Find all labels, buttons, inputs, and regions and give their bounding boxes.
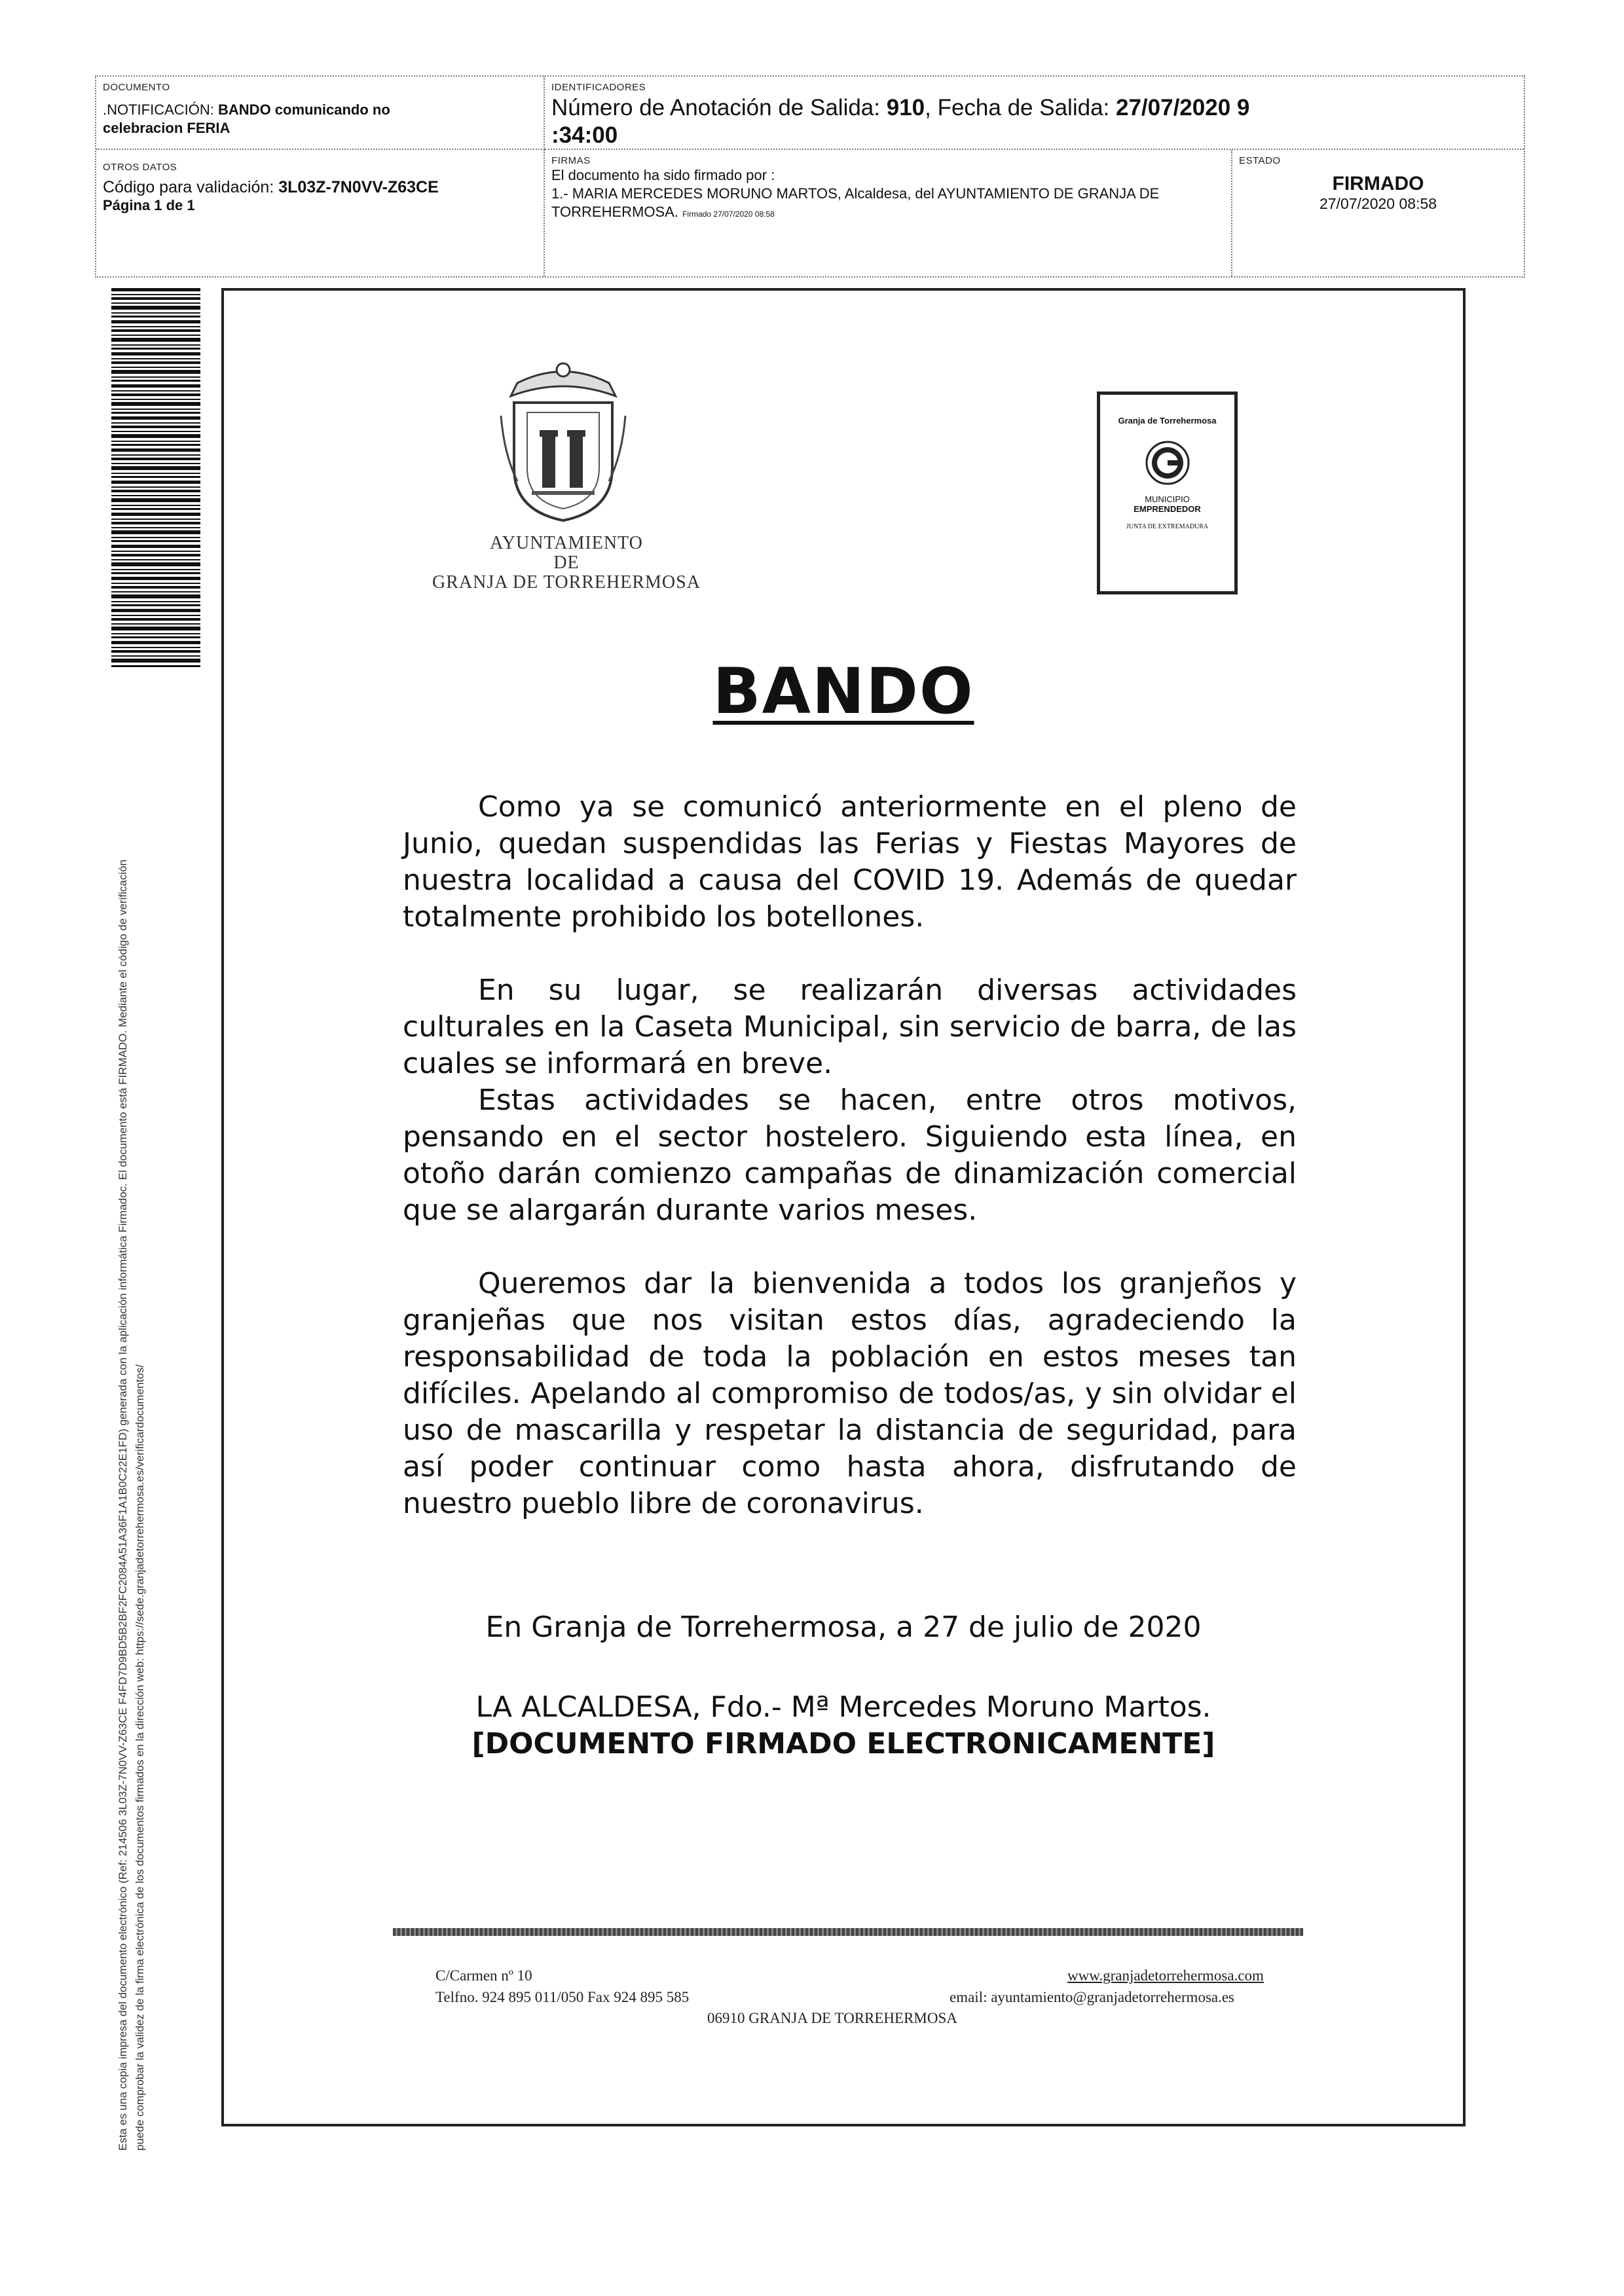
documento-value — [103, 101, 443, 137]
documento-cell — [96, 77, 545, 150]
paragraph-1: Como ya se comunicó anteriormente en el pleno de Junio, quedan suspendidas las Ferias y Fiestas Mayores de nuestra localidad a causa del COVID 19. Además de quedar totalmente prohibido los botellones. — [403, 790, 1297, 934]
signature-line: LA ALCALDESA, Fdo.- Mª Mercedes Moruno Martos. — [475, 1690, 1211, 1724]
footer-address: C/Carmen nº 10 — [435, 1967, 532, 1984]
fecha-time-value: :34:00 — [551, 122, 618, 148]
footer-phone: Telfno. 924 895 011/050 Fax 924 895 585 — [435, 1989, 690, 2005]
signed-electronically-note: [DOCUMENTO FIRMADO ELECTRONICAMENTE] — [471, 1727, 1215, 1760]
footer-web-link[interactable]: www.granjadetorrehermosa.com — [1067, 1967, 1264, 1984]
firmas-label: FIRMAS — [551, 155, 591, 166]
crest-line1: AYUNTAMIENTO — [490, 533, 643, 553]
firmas-cell — [545, 150, 1232, 276]
coat-of-arms-icon — [491, 357, 635, 534]
page-title: BANDO — [712, 655, 974, 728]
badge-line2: EMPRENDEDOR — [1134, 504, 1201, 514]
side-text-line1: Esta es una copia impresa del documento electrónico (Ref: 214506 3L03Z-7N0VV-Z63CE F4FD7D9BD5B2BF2FC2084A51A36F1A1B0C22E1FD) generada con la aplicación informática Firmadoc. El documento está FIRMADO. Mediante el código de verificación — [117, 859, 129, 2151]
estado-label: ESTADO — [1239, 155, 1281, 166]
ayuntamiento-name — [406, 534, 727, 592]
otros-datos-label: OTROS DATOS — [103, 162, 177, 173]
estado-cell — [1232, 150, 1524, 276]
footer-email[interactable]: email: ayuntamiento@granjadetorrehermosa.es — [950, 1989, 1235, 2005]
footer-postal: 06910 GRANJA DE TORREHERMOSA — [707, 2010, 957, 2026]
crest-line2: DE — [553, 553, 580, 573]
municipio-emprendedor-badge — [1097, 392, 1238, 594]
codigo-value: 3L03Z-7N0VV-Z63CE — [278, 178, 439, 196]
firmas-line3-text: TORREHERMOSA. — [551, 204, 678, 220]
documento-title: BANDO comunicando no celebracion FERIA — [103, 101, 390, 136]
anotacion-line — [551, 93, 1517, 123]
codigo-prefix: Código para validación: — [103, 178, 274, 196]
anotacion-number: 910 — [886, 95, 925, 120]
verification-side-text — [115, 645, 149, 2151]
firmas-line1: El documento ha sido firmado por : — [551, 167, 775, 183]
estado-value: FIRMADO — [1332, 173, 1424, 194]
badge-line1: MUNICIPIO — [1145, 494, 1190, 504]
firmas-line3 — [551, 203, 1225, 223]
badge-footer: JUNTA DE EXTREMADURA — [1126, 523, 1209, 530]
firmas-timestamp: Firmado 27/07/2020 08:58 — [682, 210, 775, 219]
codigo-validacion — [103, 178, 537, 196]
identificadores-cell — [545, 77, 1524, 150]
identificadores-label: IDENTIFICADORES — [551, 82, 646, 93]
fecha-prefix: , Fecha de Salida: — [925, 95, 1110, 120]
paragraph-3: Estas actividades se hacen, entre otros motivos, pensando en el sector hostelero. Siguiendo esta línea, en otoño darán comienzo campañas de dinamización comercial que se alargarán durante varios meses. — [403, 1084, 1297, 1227]
otros-datos-cell — [96, 150, 545, 276]
document-header-table — [95, 75, 1525, 278]
crest-line3: GRANJA DE TORREHERMOSA — [432, 572, 701, 592]
fecha-value: 27/07/2020 9 — [1116, 95, 1250, 120]
anotacion-prefix: Número de Anotación de Salida: — [551, 95, 880, 120]
paragraph-2: En su lugar, se realizarán diversas actividades culturales en la Caseta Municipal, sin servicio de barra, de las cuales se informará en breve. — [403, 974, 1297, 1080]
badge-title: Granja de Torrehermosa — [1118, 416, 1217, 426]
estado-date: 27/07/2020 08:58 — [1319, 195, 1437, 212]
pagina: Página 1 de 1 — [103, 197, 195, 213]
firmas-line2: 1.- MARIA MERCEDES MORUNO MARTOS, Alcaldesa, del AYUNTAMIENTO DE GRANJA DE — [551, 185, 1160, 202]
footer-divider — [393, 1928, 1303, 1936]
fecha-time — [551, 120, 1517, 151]
documento-label: DOCUMENTO — [103, 82, 170, 93]
paragraph-4: Queremos dar la bienvenida a todos los granjeños y granjeñas que nos visitan estos días, agradeciendo la responsabilidad de toda la población en estos meses tan difíciles. Apelando al compromiso de todos/as, y sin olvidar el uso de mascarilla y respetar la distancia de seguridad, para así poder continuar como hasta ahora, disfrutando de nuestro pueblo libre de coronavirus. — [403, 1267, 1297, 1520]
emprendedor-logo-icon — [1145, 440, 1190, 486]
place-date: En Granja de Torrehermosa, a 27 de julio de 2020 — [485, 1611, 1202, 1644]
barcode-icon — [110, 288, 202, 668]
documento-prefix: .NOTIFICACIÓN: — [103, 101, 214, 118]
side-text-line2: puede comprobar la validez de la firma electrónica de los documentos firmados en la dirección web: https://sede.granjadetorrehermosa.es/verificardocumentos/ — [134, 1364, 146, 2151]
bando-body — [403, 789, 1297, 1522]
